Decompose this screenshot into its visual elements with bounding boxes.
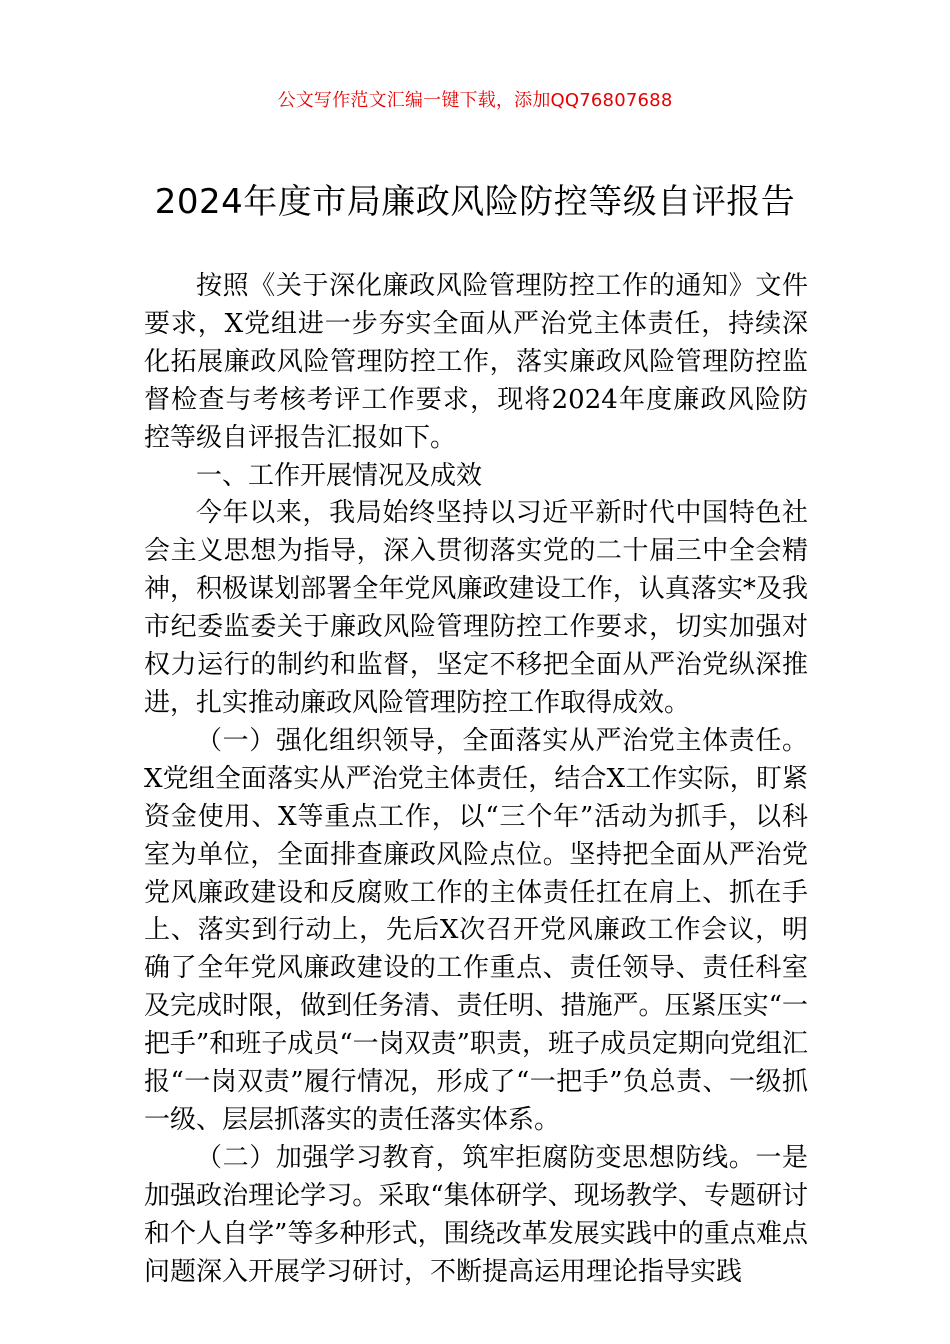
document-title: 2024年度市局廉政风险防控等级自评报告 xyxy=(154,182,796,222)
section-heading: 一、工作开展情况及成效 xyxy=(196,460,483,491)
document-body xyxy=(144,268,808,1291)
body-paragraph: （二）加强学习教育，筑牢拒腐防变思想防线。一是加强政治理论学习。采取“集体研学、现场教学、专题研讨和个人自学”等多种形式，围绕改革发展实践中的重点难点问题深入开展学习研讨，不断提高运用理论指导实践 xyxy=(144,1142,808,1287)
body-paragraph: （一）强化组织领导，全面落实从严治党主体责任。X党组全面落实从严治党主体责任，结合X工作实际，盯紧资金使用、X等重点工作，以“三个年”活动为抓手，以科室为单位，全面排查廉政风险点位。坚持把全面从严治党党风廉政建设和反腐败工作的主体责任扛在肩上、抓在手上、落实到行动上，先后X次召开党风廉政工作会议，明确了全年党风廉政建设的工作重点、责任领导、责任科室及完成时限，做到任务清、责任明、措施严。压紧压实“一把手”和班子成员“一岗双责”职责，班子成员定期向党组汇报“一岗双责”履行情况，形成了“一把手”负总责、一级抓一级、层层抓落实的责任落实体系。 xyxy=(144,725,808,1135)
body-paragraph: 今年以来，我局始终坚持以习近平新时代中国特色社会主义思想为指导，深入贯彻落实党的二十届三中全会精神，积极谋划部署全年党风廉政建设工作，认真落实*及我市纪委监委关于廉政风险管理防控工作要求，切实加强对权力运行的制约和监督，坚定不移把全面从严治党纵深推进，扎实推动廉政风险管理防控工作取得成效。 xyxy=(144,498,808,718)
intro-paragraph: 按照《关于深化廉政风险管理防控工作的通知》文件要求，X党组进一步夯实全面从严治党主体责任，持续深化拓展廉政风险管理防控工作，落实廉政风险管理防控监督检查与考核考评工作要求，现将2024年度廉政风险防控等级自评报告汇报如下。 xyxy=(144,271,808,453)
download-notice: 公文写作范文汇编一键下载，添加QQ76807688 xyxy=(277,90,673,111)
